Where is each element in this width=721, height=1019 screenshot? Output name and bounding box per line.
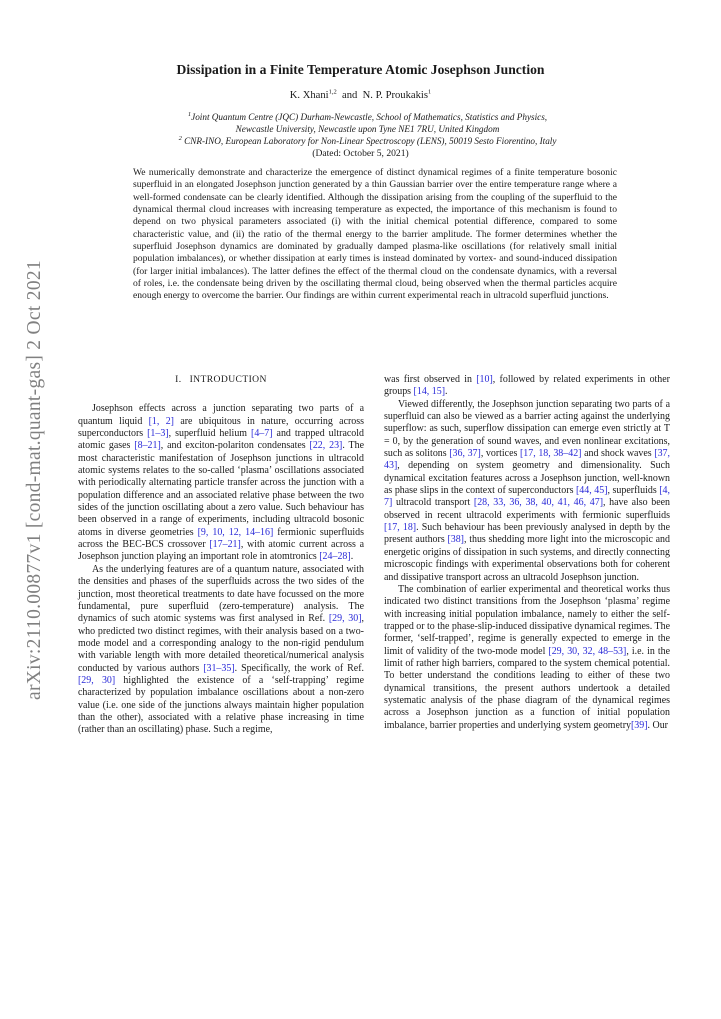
citation-link[interactable]: [38] [447, 534, 464, 546]
author-name: K. Xhani [289, 90, 329, 101]
author-name: N. P. Proukakis [362, 90, 428, 101]
abstract: We numerically demonstrate and characterize the emergence of distinct dynamical regimes of a finite temperature bosonic superfluid in an elongated Josephson junction generated by a thin Gaussian barrier over the entire temperature range where a well-formed condensate can be clearly identified. Although the dissipation arising from the coupling of the superfluid to the dynamical thermal cloud increases with increasing temperature as expected, the importance of this mechanism is found to depend on two physical parameters associated (i) with the initial chemical potential difference, compared to some characteristic value, and (ii) the ratio of the thermal energy to the barrier amplitude. The former determines whether the superfluid Josephson dynamics are dominated by gradually damped plasma-like oscillations (for relatively small initial population imbalances), or whether dissipation at early times is instead dominated by vortex- and sound-induced dissipation (for larger initial imbalances). The latter defines the effect of the thermal cloud on the condensate dynamics, with a reversal of roles, i.e. the condensate being driven by the oscillating thermal cloud, being observed when the thermal particles acquire enough energy to overcome the barrier. Our findings are within current experimental reach in ultracold superfluid junctions. [133, 167, 617, 302]
affiliation-marker: 1 [427, 88, 432, 96]
body-text: . Our [647, 719, 668, 731]
arxiv-identifier-text: arXiv:2110.00877v1 [cond-mat.quant-gas] 2 Oct 2021 [24, 260, 45, 700]
body-text: , vortices [480, 448, 520, 460]
affiliation-2 [90, 136, 645, 148]
body-text: , have also been observed in recent ultracold experiments with fermionic superfluids [384, 497, 670, 521]
body-text: . Such behaviour has been previously analysed in depth by the present authors [384, 522, 670, 546]
body-text: . [445, 386, 448, 398]
affiliation-line: Newcastle University, Newcastle upon Tyne NE1 7RU, United Kingdom [235, 123, 500, 134]
body-text: Viewed differently, the Josephson junction separating two parts of a superfluid can also be viewed as a barrier acting against the underlying superflow: as such, superflow dissipation can emerge even strictly at T = 0, by the generation of sound waves, and even nonlinear excitations, such as solitons [384, 398, 670, 460]
citation-link[interactable]: [4, 7] [384, 485, 671, 509]
citation-link[interactable]: [37, 43] [384, 448, 671, 472]
body-text: , superfluids [607, 485, 660, 497]
body-text: , and exciton-polariton condensates [160, 440, 310, 452]
citation-link[interactable]: [17, 18] [384, 522, 417, 534]
body-text: , thus shedding more light into the microscopic and energetic origins of dissipation in such systems, and directly connecting microscopic findings with experimental observations both for coherent and dissipative transport across an ultracold Josephson junction. [384, 534, 670, 583]
body-text: and shock waves [581, 448, 655, 460]
body-text: and trapped ultracold atomic gases [78, 428, 364, 452]
citation-link[interactable]: [4–7] [251, 428, 273, 440]
paper-title: Dissipation in a Finite Temperature Atomic Josephson Junction [176, 62, 545, 77]
section-title: INTRODUCTION [189, 374, 267, 385]
body-text: . [350, 551, 354, 563]
body-text: are ubiquitous in nature, occurring across superconductors [78, 415, 365, 440]
citation-link[interactable]: [17–21] [209, 539, 241, 551]
left-column [78, 374, 364, 737]
citation-link[interactable]: [36, 37] [449, 448, 481, 460]
body-text: The combination of earlier experimental and theoretical works thus indicated two distinct transitions from the Josephson ‘plasma’ regime with increasing initial population imbalance, namely to either the self-trapped or to the phase-slip-induced dissipative dynamical regimes. The former, ‘self-trapped’, regime is generally expected to emerge in the limit of validity of the two-mode model [384, 583, 670, 657]
citation-link[interactable]: [24–28] [319, 551, 351, 563]
citation-link[interactable]: [31–35] [203, 662, 235, 674]
citation-link[interactable]: [29, 30] [328, 613, 362, 625]
affiliation-line: CNR-INO, European Laboratory for Non-Linear Spectroscopy (LENS), 50019 Sesto Fiorentino, Italy [184, 136, 557, 146]
citation-link[interactable]: [28, 33, 36, 38, 40, 41, 46, 47] [473, 497, 604, 509]
body-text: highlighted the existence of a ‘self-trapping’ regime characterized by population imbalance oscillations about a non-zero value (i.e. one side of the junctions always maintain higher population than the other), associated with a relative phase increasing in time (rather than an oscillating) phase. Such a regime, [78, 674, 365, 736]
body-text: , superfluid helium [168, 428, 252, 440]
affiliation-1 [100, 112, 635, 135]
section-number: I. [175, 374, 182, 385]
body-text: . The most characteristic manifestation of Josephson junctions in ultracold atomic systems relates to the so-called ‘plasma’ oscillations associated with periodically alternating particle transfer across the junction with a population difference and an associated relative phase between the two sides of the junction oscillating about a zero value. Such behaviour has been observed in a range of experiments, including ultracold bosonic atoms in diverse geometries [78, 440, 364, 538]
body-text: , i.e. in the limit of rather high barriers, compared to the system chemical potential. To better understand the conditions leading to either of these two dynamical transitions, the present authors undertook a detailed systematic analysis of the phase diagram of the dynamical regimes across a Josephson junction as a function of initial population imbalance, barrier properties and underlying system geometry [384, 645, 671, 731]
body-text: ultracold transport [392, 497, 474, 509]
citation-link[interactable]: [1, 2] [148, 415, 174, 427]
body-text: , followed by related experiments in other groups [384, 374, 670, 398]
body-paragraph [78, 564, 364, 737]
citation-link[interactable]: [17, 18, 38–42] [519, 448, 582, 460]
affiliation-marker: 2 [178, 134, 182, 142]
citation-link[interactable]: [1–3] [147, 428, 169, 440]
body-paragraph [384, 374, 670, 399]
citation-link[interactable]: [8–21] [134, 440, 161, 452]
body-paragraph [384, 584, 670, 732]
right-column [384, 374, 670, 732]
body-text: was first observed in [384, 374, 477, 385]
body-text: , who predicted two distinct regimes, with their analysis based on a two-mode model and a corresponding analogy to the non-rigid pendulum with variable length with more detailed theoretical/numerical analysis conducted by various authors [78, 613, 365, 674]
affiliation-line: Joint Quantum Centre (JQC) Durham-Newcastle, School of Mathematics, Statistics and Physics, [191, 112, 548, 122]
body-paragraph [384, 399, 670, 584]
citation-link[interactable]: [14, 15] [413, 386, 446, 398]
citation-link[interactable]: [44, 45] [575, 485, 608, 497]
body-paragraph [78, 403, 364, 563]
date-line: (Dated: October 5, 2021) [312, 148, 409, 159]
body-text: As the underlying features are of a quantum nature, associated with the densities and phases of the superfluids across the two sides of the junction, most theoretical treatments to date have focussed on the more fundamental, pure superfluid (zero-temperature) analysis. The dynamics of such atomic systems was first analysed in Ref. [78, 563, 364, 625]
citation-link[interactable]: [22, 23] [309, 440, 343, 452]
body-text: fermionic superfluids across the BEC-BCS crossover [78, 526, 364, 551]
citation-link[interactable]: [29, 30] [78, 674, 116, 686]
body-text: , depending on system geometry and dimensionality. Such dynamical excitation features across a Josephson junction, well-known as phase slips in the context of superconductors [384, 460, 670, 497]
section-heading [78, 374, 364, 386]
affiliation-marker: 1,2 [328, 88, 337, 96]
arxiv-identifier [22, 240, 48, 720]
body-text: , with atomic current across a Josephson junction playing an important role in atomtronics [78, 539, 364, 563]
citation-link[interactable]: [9, 10, 12, 14–16] [197, 526, 274, 538]
citation-link[interactable]: [10] [476, 374, 493, 385]
affiliation-marker: 1 [187, 110, 192, 118]
body-text: Josephson effects across a junction separating two parts of a quantum liquid [78, 403, 364, 427]
body-text: . Specifically, the work of Ref. [234, 662, 364, 674]
author-conjunction: and [342, 90, 358, 101]
author-list [0, 90, 721, 101]
citation-link[interactable]: [39] [630, 719, 648, 731]
citation-link[interactable]: [29, 30, 32, 48–53] [548, 645, 627, 657]
